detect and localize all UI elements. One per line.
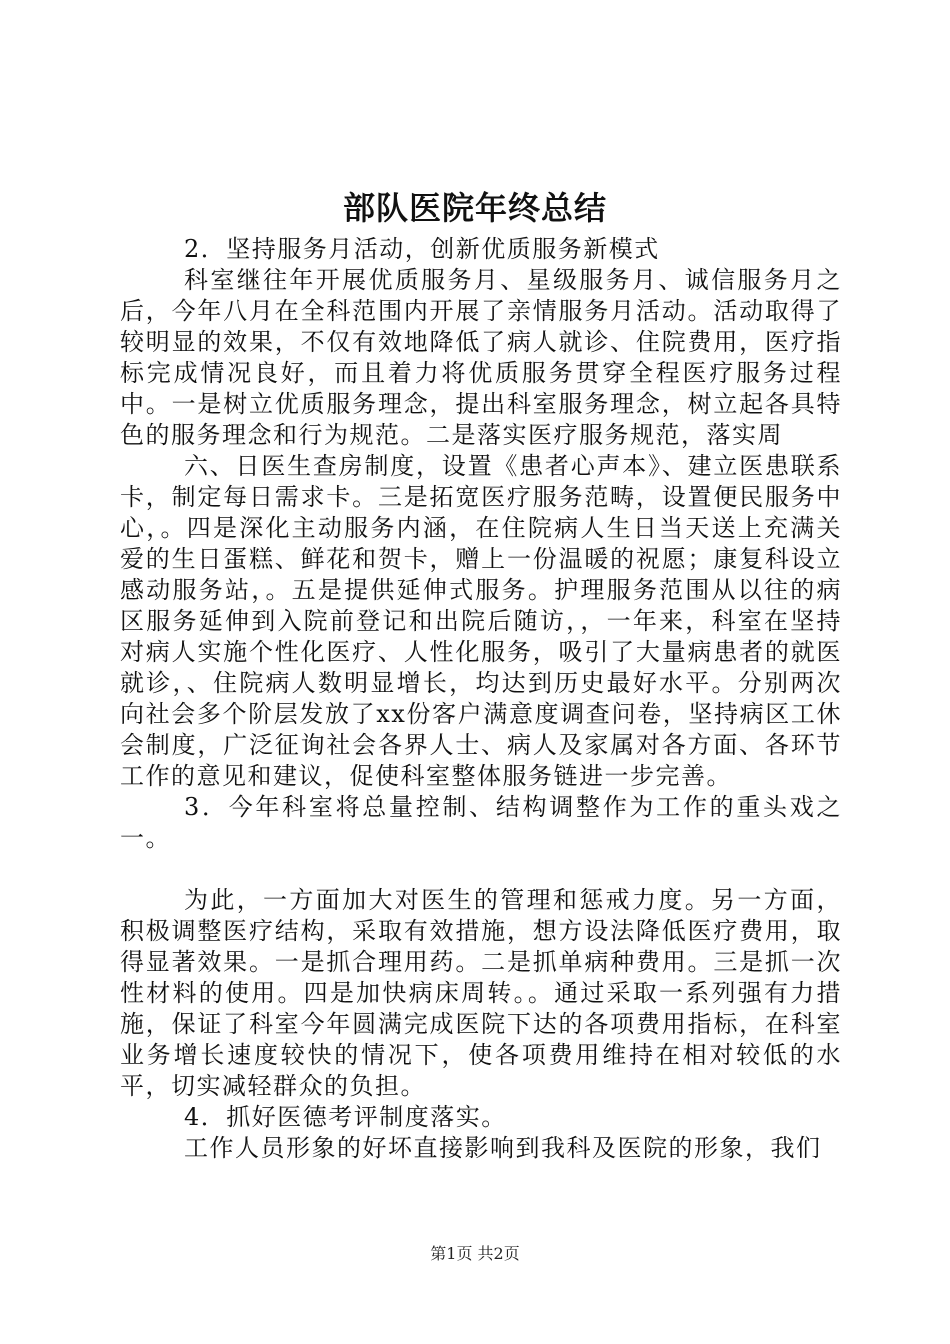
paragraph-service-month: 科室继往年开展优质服务月、星级服务月、诚信服务月之后，今年八月在全科范围内开展了亲情服务月活动。活动取得了较明显的效果，不仅有效地降低了病人就诊、住院费用，医疗指标完成情况良好，而且着力将优质服务贯穿全程医疗服务过程中。一是树立优质服务理念，提出科室服务理念，树立起各具特色的服务理念和行为规范。二是落实医疗服务规范，落实周 [120, 266, 842, 449]
paragraph-section-3-heading: 3．今年科室将总量控制、结构调整作为工作的重头戏之一。 [120, 793, 842, 852]
paragraph-service-measures: 六、日医生查房制度，设置《患者心声本》、建立医患联系卡，制定每日需求卡。三是拓宽医疗服务范畴，设置便民服务中心，。四是深化主动服务内涵，在住院病人生日当天送上充满关爱的生日蛋糕、鲜花和贺卡，赠上一份温暖的祝愿；康复科设立感动服务站，。五是提供延伸式服务。护理服务范围从以往的病区服务延伸到入院前登记和出院后随访，，一年来，科室在坚持对病人实施个性化医疗、人性化服务，吸引了大量病患者的就医就诊，、住院病人数明显增长，均达到历史最好水平。分别两次向社会多个阶层发放了xx份客户满意度调查问卷，坚持病区工休会制度，广泛征询社会各界人士、病人及家属对各方面、各环节工作的意见和建议，促使科室整体服务链进一步完善。 [120, 452, 842, 790]
paragraph-section-2-heading: 2．坚持服务月活动，创新优质服务新模式 [184, 235, 660, 263]
document-body [120, 234, 842, 1164]
paragraph-section-4-heading: 4．抓好医德考评制度落实。 [184, 1103, 507, 1131]
paragraph-staff-image: 工作人员形象的好坏直接影响到我科及医院的形象，我们 [184, 1134, 822, 1162]
document-title: 部队医院年终总结 [342, 189, 607, 227]
paragraph-cost-control: 为此，一方面加大对医生的管理和惩戒力度。另一方面，积极调整医疗结构，采取有效措施，想方设法降低医疗费用，取得显著效果。一是抓合理用药。二是抓单病种费用。三是抓一次性材料的使用。四是加快病床周转。。通过采取一系列强有力措施，保证了科室今年圆满完成医院下达的各项费用指标，在科室业务增长速度较快的情况下，使各项费用维持在相对较低的水平，切实减轻群众的负担。 [120, 886, 842, 1100]
page-number-footer: 第1页 共2页 [430, 1244, 520, 1263]
